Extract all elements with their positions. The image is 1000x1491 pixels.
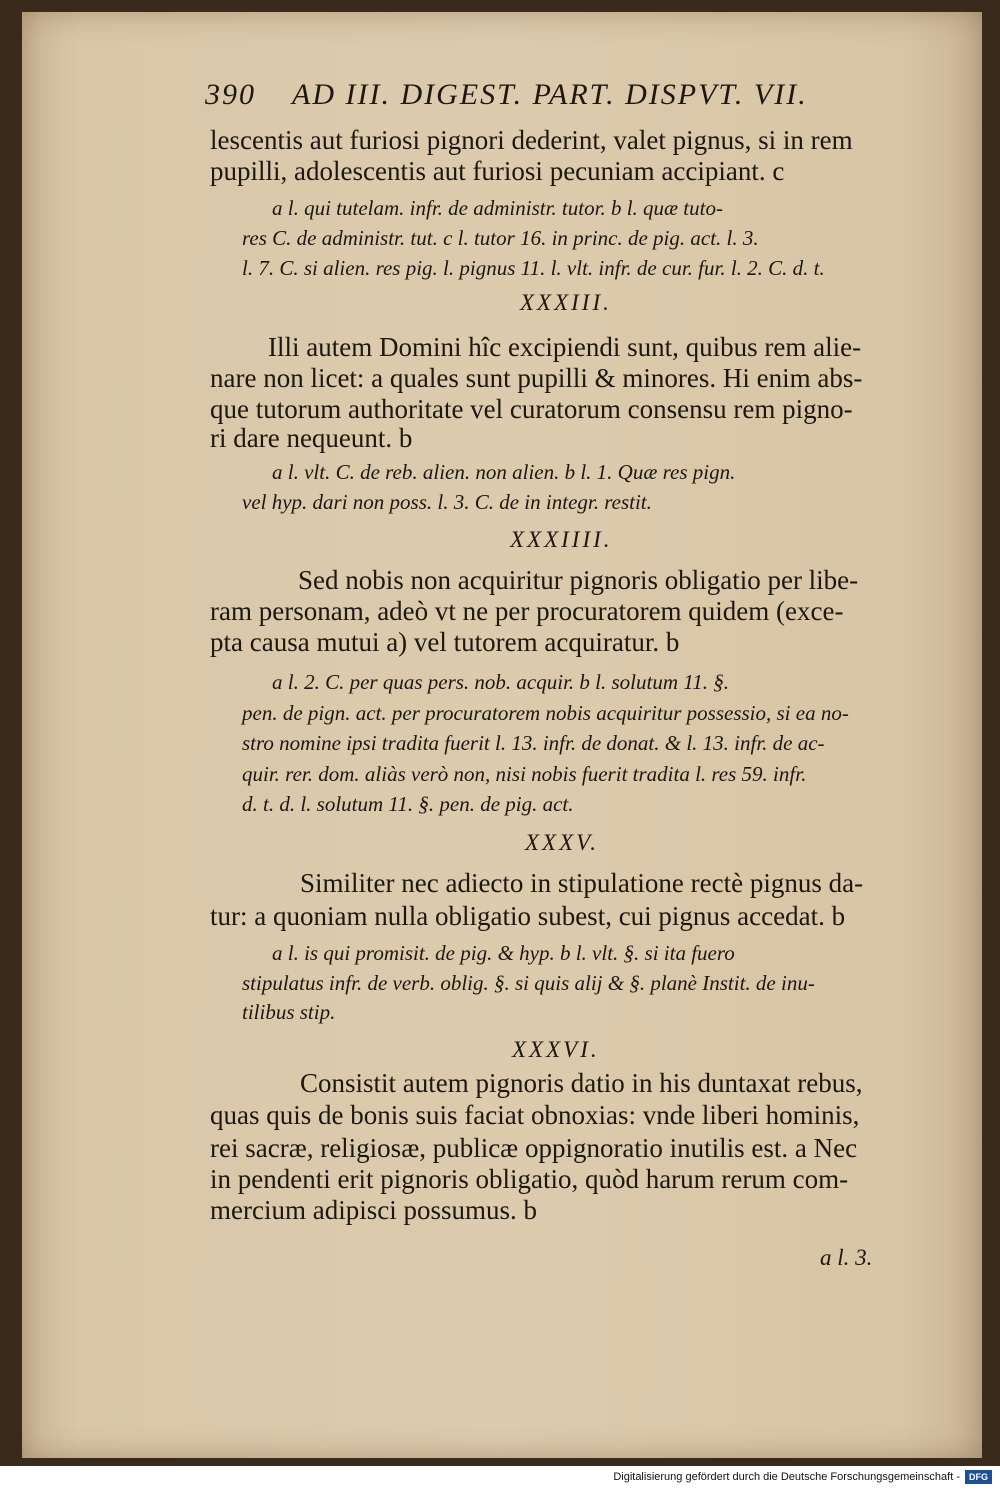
dfg-logo: DFG — [965, 1470, 992, 1484]
body-line: rei sacræ, religiosæ, publicæ oppignoratio inutilis est. a Nec — [210, 1133, 858, 1163]
body-line: Sed nobis non acquiritur pignoris obligatio per libe- — [298, 565, 859, 595]
body-line: mercium adipisci possumus. b — [210, 1195, 537, 1225]
body-line: Consistit autem pignoris datio in his duntaxat rebus, — [300, 1068, 863, 1098]
footnote-line: vel hyp. dari non poss. l. 3. C. de in integr. restit. — [242, 490, 652, 514]
body-line: Illi autem Domini hîc excipiendi sunt, quibus rem alie- — [268, 332, 862, 362]
footnote-line: a l. vlt. C. de reb. alien. non alien. b l. 1. Quæ res pign. — [272, 460, 736, 484]
running-head — [205, 78, 808, 112]
footnote-line: res C. de administr. tut. c l. tutor 16. in princ. de pig. act. l. 3. — [242, 226, 759, 250]
footnote-line: d. t. d. l. solutum 11. §. pen. de pig. act. — [242, 792, 574, 816]
footnote-line: tilibus stip. — [242, 1000, 336, 1024]
body-line: que tutorum authoritate vel curatorum consensu rem pigno- — [210, 394, 853, 424]
section-heading: XXXIII. — [520, 290, 612, 315]
body-line: nare non licet: a quales sunt pupilli & minores. Hi enim abs- — [210, 363, 863, 393]
body-line: ram personam, adeò vt ne per procuratorem quidem (exce- — [210, 596, 844, 626]
body-line: tur: a quoniam nulla obligatio subest, cui pignus accedat. b — [210, 901, 846, 931]
section-heading: XXXV. — [525, 830, 599, 855]
body-line: quas quis de bonis suis faciat obnoxias: vnde liberi hominis, — [210, 1100, 860, 1130]
footer-bar — [0, 1466, 1000, 1491]
body-line: lescentis aut furiosi pignori dederint, valet pignus, si in rem — [210, 125, 853, 155]
footnote-line: a l. qui tutelam. infr. de administr. tutor. b l. quæ tuto- — [272, 196, 723, 220]
footnote-line: stipulatus infr. de verb. oblig. §. si quis alij & §. planè Instit. de inu- — [242, 971, 815, 995]
body-line: ri dare nequeunt. b — [210, 423, 413, 453]
running-title: AD III. DIGEST. PART. DISPVT. VII. — [292, 78, 808, 111]
footnote-line: l. 7. C. si alien. res pig. l. pignus 11. l. vlt. infr. de cur. fur. l. 2. C. d. t. — [242, 256, 825, 280]
page-number: 390 — [205, 78, 256, 111]
footnote-line: pen. de pign. act. per procuratorem nobis acquiritur possessio, si ea no- — [242, 701, 849, 725]
body-line: pupilli, adolescentis aut furiosi pecuniam accipiant. c — [210, 156, 785, 186]
funding-credit: Digitalisierung gefördert durch die Deutsche Forschungsgemeinschaft - — [613, 1471, 960, 1483]
body-line: pta causa mutui a) vel tutorem acquiratur. b — [210, 627, 680, 657]
section-heading: XXXIIII. — [510, 527, 613, 552]
body-line: Similiter nec adiecto in stipulatione rectè pignus da- — [300, 868, 864, 898]
section-heading: XXXVI. — [512, 1037, 600, 1062]
body-line: in pendenti erit pignoris obligatio, quòd harum rerum com- — [210, 1164, 849, 1194]
footnote-line: a l. is qui promisit. de pig. & hyp. b l. vlt. §. si ita fuero — [272, 941, 735, 965]
footnote-line: quir. rer. dom. aliàs verò non, nisi nobis fuerit tradita l. res 59. infr. — [242, 762, 807, 786]
catchword: a l. 3. — [820, 1245, 873, 1270]
footnote-line: stro nomine ipsi tradita fuerit l. 13. infr. de donat. & l. 13. infr. de ac- — [242, 731, 825, 755]
footnote-line: a l. 2. C. per quas pers. nob. acquir. b l. solutum 11. §. — [272, 670, 729, 694]
